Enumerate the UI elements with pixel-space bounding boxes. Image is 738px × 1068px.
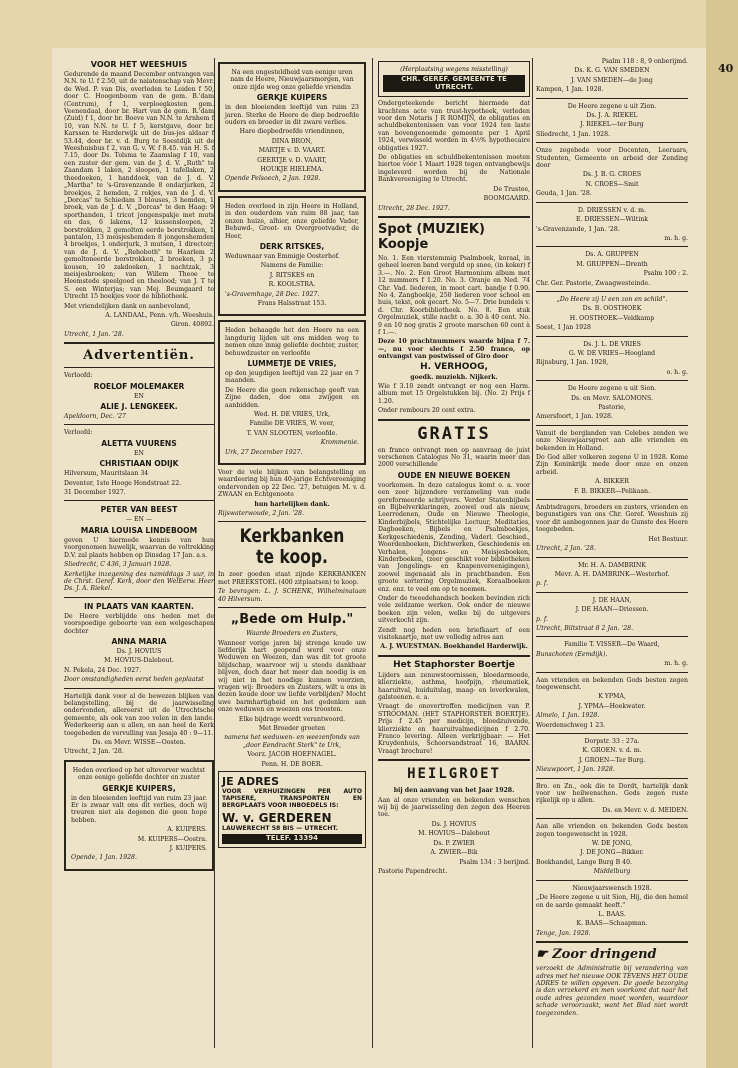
weeshuis-thanks: Met vriendelijken dank en aanbeveland,: [64, 302, 191, 310]
bede-text: Met Broeder groeten: [258, 724, 326, 732]
divider: [536, 557, 688, 558]
urgent-heading-text: Zoor dringend: [552, 947, 657, 963]
greeting-signature: Ds. K. G. VAN SMEDEN: [574, 67, 650, 75]
greeting-place: Chr. Ger. Pastorie, Zwaagwesteinde.: [536, 279, 651, 287]
birth-text: De Heere verblijdde ons heden met de voorspoedige geboorte van een welgeschapen dochter: [64, 612, 214, 635]
engagement-name: ALIE J. LENGKEEK.: [100, 402, 178, 412]
notice-text: De obligaties en schuldbekentenissen moeten hiertoe vóór 1 Maart 1928 tegen ontvangbewijs ingeleverd worden bij de Nationale Bankvereeniging te Utrecht.: [378, 154, 530, 184]
obituary-box: [218, 196, 366, 316]
greeting-place: Nieuwpoort, 1 Jan. 1928.: [536, 766, 615, 774]
divider: [378, 655, 530, 657]
divider: [218, 521, 366, 522]
greeting-address: Utrecht, Biltstraat 8 2 Jan. '28.: [536, 624, 634, 632]
divider: [64, 688, 214, 689]
obituary-address: Frans Halsstraat 153.: [257, 299, 327, 307]
bede-heading: „Bede om Hulp.": [230, 612, 354, 628]
divider: [536, 499, 688, 500]
obituary-text: De Heere die geen rekenschap geeft van Zijne daden, doe ons zwijgen en aanbidden.: [225, 386, 359, 409]
notice-signature: De Trustee,: [493, 185, 530, 193]
greeting-signature: L. BAAS.: [598, 910, 626, 918]
greeting-place: Almelo, 1 Jan. 1928.: [536, 712, 600, 720]
spot-firm-line: goedk. muziekh. Nijkerk.: [410, 373, 498, 381]
divider: [536, 880, 688, 881]
pointing-hand-icon: ☛: [536, 947, 548, 963]
greeting-signature: N. CROES—Smit: [585, 180, 639, 188]
divider: [536, 142, 688, 143]
obituary-lead: Namens de Familie:: [260, 262, 324, 270]
staphorster-text: Lijders aan zenuwstoornissen, bloedarmoede, klierziekte, asthma, hoofpijn, rheumatiek, haaruitval, huiduitslag, maag- en leverkwalen, galsteenen. e. a.: [378, 671, 530, 701]
thanks-signature: Ds. en Mevr. WISSE—Oosten.: [92, 739, 186, 746]
greeting-signature: J. GROEN—Ter Burg.: [578, 756, 646, 764]
obituary-text: Weduwnaar van Emmigje Oosterhof.: [225, 252, 340, 260]
birth-heading: IN PLAATS VAN KAARTEN.: [84, 601, 194, 611]
divider: [64, 424, 214, 425]
divider: [536, 246, 688, 247]
obituary-signature: MARTJE v. D. VAART.: [258, 147, 326, 155]
heilgroet-subheading: bij den aanvang van het Jaar 1928.: [393, 787, 515, 795]
engagement-en: EN: [134, 392, 144, 400]
greeting-place: Sliedrecht, 1 Jan. 1928.: [536, 130, 611, 138]
spot-text: Wie f 3.10 zendt ontvangt er nog een Harm. album met 15 Orgelstukken bij. (No. 2) Prijs f 1.20.: [378, 383, 530, 405]
greeting-signature: J. DE HAAN—Driessen.: [575, 606, 649, 614]
greeting-place: Amersfoort, 1 Jan. 1928.: [536, 413, 613, 421]
greeting-pf: p. f.: [536, 615, 548, 623]
greeting-signature: Pastorie,: [598, 404, 626, 411]
obituary-signature: J. RITSKES en: [269, 271, 315, 279]
greeting-signature: D. DRIESSEN v. d. m.: [578, 206, 646, 214]
divider: [536, 636, 688, 637]
column-rule: [214, 58, 215, 1048]
bede-signature: Voorz. JACOB HOEFNAGEL.: [247, 751, 337, 759]
greeting-signature: Mr. H. A. DAMBRINK: [578, 561, 646, 569]
birth-signature: M. HOVIUS-Dalebout.: [104, 657, 174, 665]
greeting-text: Bro. en Zn., ook die te Dordt, hartelijk dank voor uw heilwenschen. Gods zegen ruste rijkelijk op u allen.: [536, 782, 688, 805]
notice-heading: CHR. GEREF. GEMEENTE TE UTRECHT.: [383, 75, 525, 92]
notice-place: Utrecht, 28 Dec. 1927.: [378, 204, 450, 212]
greeting-pf: p. f.: [536, 580, 548, 588]
obituary-name: GERKJE KUIPERS: [256, 93, 328, 103]
birth-signature: Ds. J. HOVIUS: [116, 647, 162, 655]
spot-offer: Deze 10 prachtnummers waarde bijna f 7.—, nu voor slechts f 2.50 franco, op ontvangst van postwissel of Giro door: [378, 338, 530, 361]
obituary-signature: J. KUIPERS.: [169, 845, 207, 853]
obituary-signature: Wed. H. DE VRIES, Urk,: [253, 411, 331, 418]
greeting-place: Middelburg: [593, 868, 631, 876]
greeting-signature: H. OOSTHOEK—Veldkamp: [569, 314, 655, 322]
divider: [64, 597, 214, 598]
staphorster-heading: Het Staphorster Boertje: [393, 659, 515, 670]
heilgroet-signature: Ds. P. ZWIER: [433, 839, 475, 847]
kerkbanken-text: In zeer goeden staat zijnde KERKBANKEN met PREEKSTOEL (400 zitplaatsen) te koop.: [218, 571, 366, 586]
anniversary-place: Rijswaterwoude, 2 Jan. '28.: [218, 510, 304, 518]
birth-place: N. Pekela, 24 Dec. 1927.: [64, 666, 142, 674]
greeting-signature: Ds. en Mevr. v. d. MEIDEN.: [602, 806, 688, 814]
heilgroet-psalm: Psalm 134 : 3 berijmd.: [459, 858, 530, 866]
greeting-signature: K YPMA,: [598, 693, 626, 701]
anniversary-thanks: hun hartelijken dank.: [254, 500, 330, 508]
weeshuis-text: Gedurende de maand December ontvangen van N.N. te U. f 2.50, uit de nalatenschap van Mevr. de Wed. P. van Dis, overleden te Leiden f 50, door C. Hoogenboom van de gem. B.'dam (Centrum), f 1, verploegkosten gem. Veenendaal, door br. Hart van de gem. R.'dam (Zuid) f 1, door br. Boeve van N.N. te Arnhem f 10, van N.N. te U. f 5, kerstgave, door br. Karssen te Harderwijk uit de bus-jes aldaar f 53.44, door br. v. d. Burg te Soestdijk uit de Weeshuisbus f 2, van G. v. W. f 8.45. van H. S. f 7.15, door Ds. Tolsma te Zaamslag f 10, van een zuster der gem. van de J. d. V. „Ruth" te Zaandam 1 laken, 2 sloopen, 1 tafellaken, 2 theedoeken, 1 handdoek, van de J. d. V. „Martha" te 's-Gravenzande 8 ondarjurken, 2 broekjes, 2 hemden, 2 rokjes, van de J. d. V. „Dorcas" te Schiedam 3 blouses, 3 hemden, 1 broek, van de J. d. V. „Dorcas" te den Haag: 9 sporthanden, 1 tricot jongenspakje met muts en das, 6 lakens, 12 kussensloopen, 2 borstrokken, 2 gemolton eerde borstrokken, 1 pantalon, 13 meisjeshemden 8 jongenshemden 4 broekjes, 1 onderjurk, 3 mutsen, 1 directoir; van de J. d. V. „Rehoboth" te Haarlem 2 gemoltoneerde borstrokken, 2 broeken, 3 p. kousen, 10 zakdoeken, 1 nachtzak, 3 meisjesbroeken; van Willem Theoe te Heemstede speelgoed en theelood; van J. T te S. een Winterjas; van Mej. Beumgaard te Utrecht 15 boekjes voor de bibliotheek.: [64, 71, 214, 301]
greeting-signature: Ds. A. GRUPPEN: [585, 251, 639, 259]
greeting-signature: J. DE JONG—Bikker.: [580, 849, 644, 857]
heilgroet-text: Aan al onze vrienden en bekenden wenschen wij bij de jaarwisseling den zegen des Heeren toe.: [378, 796, 530, 819]
greeting-signature: Ds. en Mevr. SALOMONS.: [570, 394, 654, 402]
kerkbanken-heading: Kerkbanken te koop.: [239, 525, 345, 569]
staphorster-text: Vraagt de onovertroffen medicijnen van P. STROOMAN. (HET STAPHORSTER BOERTJE). Prijs f 2.45 per medicijn, bloedzuivende, klierziekte en haaruitvalmedicijnen f 2.70. Franco levering. Alleen verkrijgbaar: — Het Kruydenhuis, Schoorsandstraat 16, BAARN. Vraagt brochure!: [378, 703, 530, 755]
bede-signature: Penn. H. DE BOER.: [261, 760, 323, 768]
greeting-place: Rijnsburg, 1 Jan. 1928,: [536, 359, 609, 367]
obituary-text: Heden overleed in zijn Heere in Holland, in den ouderdom van ruim 88 jaar, tan onzen huize, alhier, onze geliefde Vader, Behuwd-, Groot- en Overgrootvader, de Heer,: [225, 202, 359, 240]
obituary-text: Heden behaagde het den Heere na een langdurig lijden uit ons midden weg te nemen onze innig geliefde dochter, zuster, behuwdzuster en verloofde: [225, 327, 359, 357]
greeting-place: Bunschoten (Eemdijk).: [536, 650, 608, 658]
column-rule: [532, 58, 533, 1048]
obituary-name: DERK RITSKES,: [259, 241, 325, 251]
bede-text: namens het weduwen- en weezenfonds van „door Eendracht Sterk" te Urk,: [224, 734, 360, 749]
thanks-text: Hartelijk dank voor al de bewezen blijken van belangstelling, bij de jaarwisseling ondervonden, allereerst uit de Utrechtsche gemeente, als ook van zoo velen in den lande. Wederkeerig aan u allen, en aan heel de Kerk toegebeden de vervulling van Jesaja 40 : 9—11.: [64, 692, 214, 737]
column-1: [64, 58, 214, 875]
greeting-signature: J. DE HAAN,: [592, 596, 632, 604]
notice-signature: BOOMGAARD.: [483, 195, 530, 203]
greeting-signature: Mevr. A. H. DAMBRINK—Westerhof.: [554, 570, 670, 578]
marriage-en: — EN —: [125, 516, 153, 524]
engagement-name: CHRISTIAAN ODIJK: [99, 459, 179, 469]
greeting-heading: Nieuwjaarswensch 1928.: [572, 884, 652, 892]
engagement-address: Deventer, 1ste Hooge Hondstraat 22.: [64, 479, 182, 487]
divider: [64, 342, 214, 344]
gratis-heading: GRATIS: [417, 423, 491, 444]
page-fragment-text: 40: [718, 62, 734, 75]
urgent-heading: [536, 947, 688, 962]
greeting-text: Aan alle vrienden en bekenden Gods besten zegen toegewenscht in 1928.: [536, 823, 688, 838]
weeshuis-place: Utrecht, 1 Jan. '28.: [64, 330, 124, 338]
greeting-signature: K. BAAS—Schaapman.: [576, 920, 648, 928]
birth-name: ANNA MARIA: [111, 636, 167, 646]
engagement-place: Apeldoorn, Dec. '27: [64, 413, 126, 421]
greeting-psalm: Psalm 100 : 2.: [643, 270, 688, 278]
obituary-signature: R. KOOLSTRA.: [268, 281, 316, 289]
divider: [536, 336, 688, 337]
divider: [378, 759, 530, 761]
greeting-text: Onze zegebede voor Docenten, Leeraars, Studenten, Gemeente en arbeid der Zending door: [536, 147, 688, 170]
gratis-address: A. J. WUESTMAN. Boekhandel Harderwijk.: [380, 643, 528, 651]
greeting-signature: W. DE JONG,: [591, 840, 633, 848]
gratis-text: voorkomen. In deze catalogus komt o. a. voor een zeer bijzondere verzameling van oude gereformeerde schrijvers. Verder Statenbijbels en Bijbelverklaringen, zoowel oud als nieuw, Leerredenen, Oude en Nieuwe Theologie, Kinderbijbels, Stichtelijke Lectuur, Meditaties, Dagboeken, Bijbels en Psalmboekjes, Kerkgeschiedenis, Zending, Vaderl. Geschied., Woordenboeken, Dichtwerken, Geschiedenis en Verhalen, Jongens- en Meisjesboeken, Kinderboeken, (zeer geschikt voor bibliotheken van Jongelings- en Knapenvereenigingen), zoowel ingenaaid als in prachtbanden. Een groote sortering Orgelmuziek, Koraalboeken enz. enz. te veel om op te noemen.: [378, 481, 530, 593]
heilgroet-signature: M. HOVIUS—Dalebout: [418, 830, 490, 838]
divider: [378, 216, 530, 218]
greeting-quote: „Do Heere zij U een zon en schild".: [556, 295, 668, 303]
obituary-signature: T. VAN SLOOTEN, verloofde.: [246, 429, 338, 437]
removal-address: LAUWERECHT 58 BIS — UTRECHT.: [222, 825, 339, 832]
marriage-address: Sliedrecht, C 436, 3 Januari 1928.: [64, 561, 172, 569]
heilgroet-heading: HEILGROET: [407, 766, 501, 783]
spot-text: No. 1. Een vierstemmig Psalmboek, koraal, in geheel leeren band verguld op snee, (in koker) f 3.—. No. 2. Een Groot Harmonium album met 12 nummers f 1.20. No. 3. Oranje en Ned. 74 Chr. Vad. liederen, in moot cart. bandje f 0.90. No 4. Zangboekje, 250 liederen voor school en huis, tekst, ook gecart. No. 5—7. Drie bundels v. d. Chr. Koorbibliotheek. No. 8. Een stuk Orgelmuziek, stille nacht o. a. 30 à 40 cent. No. 9 en 10 nog gratis 2 groote marschen 60 cent à f 1.—.: [378, 254, 530, 336]
bede-subheading: Waarde Broeders en Zusters,: [246, 630, 338, 638]
obituary-place: Opende Pelsoech, 2 Jan. 1928.: [225, 175, 321, 183]
divider: [536, 425, 688, 426]
column-2: [218, 58, 366, 851]
obituary-box: [218, 320, 366, 465]
greeting-place: 's-Gravenzande, 1 Jan. '28.: [536, 225, 620, 233]
divider: [536, 592, 688, 593]
greeting-signature: Het Bestuur.: [648, 535, 688, 543]
greeting-place: Utrecht, 2 Jan. '28.: [536, 545, 596, 553]
weeshuis-heading: VOOR HET WEESHUIS: [90, 60, 188, 69]
obituary-signature: GEERTJE v. D. VAART,: [257, 156, 327, 164]
removal-name: W. v. GERDEREN: [222, 811, 332, 825]
obituary-lead: Hare diepbedroefde vriendinnen,: [239, 128, 345, 136]
urgent-text: verzoekt de Administratie bij verandering van adres met het nieuwe OOK TEVENS HET OUDE ADRES te willen opgeven. De goede bezorging is dan verzekerd en men voorkomt dat naar het oude adres gezonden moet worden, waardoor schade veroorzaakt, want het Blad niet wordt toegezonden.: [536, 965, 688, 1017]
column-rule: [372, 58, 373, 1048]
gratis-text: Zendt nog heden een briefkaart of een visitekaartje, met uw volledig adres aan: [378, 626, 530, 641]
weeshuis-signature: A. LANDAAL, Penn. v/h. Weeshuis.: [105, 312, 214, 319]
greeting-hg: m. h. g.: [664, 660, 688, 668]
obituary-text: op den jeugdigen leeftijd van 22 jaar en 7 maanden.: [225, 369, 359, 385]
greeting-address: Boekhandel, Lange Burg B 40.: [536, 858, 633, 866]
greeting-hg: m. h. g.: [664, 234, 688, 242]
engagement-label: Verloofd:: [64, 429, 93, 437]
greeting-text: Do God aller volkeren zegene U in 1928. Kome Zijn Koninkrijk mede door onze en onzen arbeid.: [536, 454, 688, 476]
obituary-signature: M. KUIPERS—Oostra.: [137, 835, 207, 843]
obituary-text: in den bloeienden leeftijd van ruim 23 jaar. Er is zwaar valt ons dit verlies, doch wij treuren niet als degenen die geen hope hebben.: [71, 794, 207, 824]
advertenties-heading: Advertentiën.: [83, 348, 195, 364]
greeting-place: Soest, 1 Jan 1928: [536, 324, 591, 332]
obituary-text: Heden overleed op het ultevorver wachtst onze eenige geliefde dochter en zuster: [72, 766, 206, 782]
greeting-text: „De Heere zegene u uit Sion, Hij, die den hemel en de aarde gemaakt heeft.": [536, 894, 688, 909]
kerkbanken-address: Te bevragen: L. J. SCHENK, Wilhelminalaan 40 Hilversum.: [218, 588, 366, 603]
greeting-signature: Familie T. VISSER—De Waard,: [564, 641, 660, 649]
greeting-place: Kampen, 1 Jan. 1928.: [536, 86, 604, 94]
marriage-text: geven U hiermede kennis van hun voorgenomen huwelijk, waarvan de voltrekking D.V. zal plaats hebben op Dinsdag 17 Jan. a.s.: [64, 536, 214, 559]
obituary-name: GERKJE KUIPERS,: [102, 783, 176, 793]
heilgroet-place: Pastorie Papendrecht.: [378, 867, 448, 875]
obituary-signature: DINA BRON,: [271, 137, 313, 145]
heilgroet-signature: Ds. J. HOVIUS: [431, 820, 477, 828]
obituary-text: in den bloeienden leeftijd van ruim 23 jaren. Sterke de Heere de diep bedroefde ouders en broeder in dit zware verlies.: [225, 104, 359, 127]
marriage-name: MARIA LOUISA LINDEBOOM: [80, 525, 198, 535]
marriage-note: Kerkelijke inzegening des namiddags 3 uur, in de Chrst. Geref. Kerk, door den WelEerw. Heer Ds. J. A. Riekel.: [64, 570, 214, 593]
divider: [64, 367, 214, 368]
thanks-place: Utrecht, 2 Jan. '28.: [64, 748, 124, 756]
removal-text: VOOR VERHUIZINGEN PER AUTO TAPISERE, TRANSPORTEN EN BERGPLAATS VOOR INBOEDELS IS:: [222, 788, 362, 809]
obituary-place: Opende, 1 Jan. 1928.: [71, 854, 137, 862]
column-4: [536, 58, 688, 1019]
greeting-signature: M. GRUPPEN—Drenth: [576, 260, 648, 268]
divider: [536, 98, 688, 99]
spot-heading: Spot (MUZIEK) Koopje: [378, 221, 485, 252]
greeting-text: Vanuit de berglanden van Celebes zenden we onze Nieuwjaarsgroet aan alle vrienden en bekenden in Holland.: [536, 429, 688, 452]
marriage-name: PETER VAN BEEST: [100, 505, 178, 515]
greeting-text: Ambtsdragers, broeders en zusters, vrienden en begunstigers van ons Chr. Geref. Weeshuis zij voor dit aanbegonnen jaar de Gunste des Heere toegebeden.: [536, 504, 688, 534]
greeting-signature: J. RIEKEL—ter Burg: [580, 121, 644, 129]
greeting-signature: Ds. J. A. RIEKEL: [586, 112, 638, 120]
divider: [218, 607, 366, 608]
divider: [536, 380, 688, 381]
divider: [536, 202, 688, 203]
removal-telephone: TELEF. 13394: [222, 834, 362, 843]
spot-text: Onder rembours 20 cent extra.: [378, 407, 476, 415]
greeting-address: Woerdenschweg 1 23.: [536, 721, 606, 729]
greeting-text: De Heere zegene u uit Sion.: [567, 385, 657, 393]
greeting-text: Aan vrienden en bekenden Gods besten zegen toegewenscht.: [536, 676, 688, 691]
divider: [536, 818, 688, 819]
greeting-signature: Ds. J. L. DE VRIES: [583, 340, 641, 348]
gratis-text: Onder de tweedehandsch boeken bevinden zich vele zeldzame werken. Ook onder de nieuwe boeken zijn velen, welke bij de uitgevers uitverkocht zijn.: [378, 594, 530, 625]
divider: [536, 778, 688, 779]
greeting-address: Dorpstr. 33 : 27a.: [584, 738, 640, 745]
engagement-name: ROELOF MOLEMAKER: [93, 381, 185, 391]
greeting-signature: Ds. J. B. G. CROES: [582, 171, 642, 179]
heilgroet-signature: A. ZWIER—Bik: [430, 849, 478, 857]
bede-text: Wanneer vorige jaren bij strenge koude uw liefderijk hart geopend werd voor onze Weduwen en Weezen, dan was dit tot groote blijdschap, waarvoor wij u steeds dankbaar blijven, doch daar het meer dan noodig is en wij niet in het noodige kunnen voorzien, vragen wij: Broeders en Zusters, wilt u ons in dezen koude door uw liefde verblijden? Mocht uwe barmhartigheid en het gedenken aan onze weduwen en weezen ons troosten.: [218, 639, 366, 714]
greeting-text: De Heere zegene u uit Zion.: [567, 102, 657, 110]
obituary-signature: Krommenie.: [320, 439, 359, 447]
greeting-psalm: Psalm 118 : 8, 9 onberijmd.: [601, 58, 688, 65]
obituary-signature: HOUKJE HIELEMA.: [260, 166, 324, 174]
greeting-place: Gouda, 1 Jan. '28.: [536, 190, 592, 198]
adjacent-page-edge: [706, 0, 738, 1068]
engagement-address: Hilversum, Mauritslaan 34: [64, 470, 149, 478]
greeting-signature: J. YPMA—Hoekwater.: [578, 702, 646, 710]
spot-firm: H. VERHOOG,: [420, 361, 488, 372]
engagement-date: 31 December 1927.: [64, 489, 126, 497]
column-3: [378, 58, 530, 877]
weeshuis-giro: Giron. 40892.: [170, 321, 214, 329]
obituary-signature: A. KUIPERS.: [167, 826, 207, 834]
gratis-text: en franco ontvangt men op aanvraag de juist verschenen Catalogus No 31, waarin meer dan 2000 verschillende: [378, 446, 530, 469]
birth-note: Door omstandigheden eerst heden geplaatst: [64, 676, 204, 684]
greeting-signature: G. W. DE VRIES—Hoogland: [568, 349, 656, 357]
obituary-name: LUMMETJE DE VRIES,: [247, 358, 337, 368]
obituary-box: [64, 760, 214, 871]
anniversary-text: Voor de vele blijken van belangstelling en waardeering bij hun 40-jarige Echtvereeniging ondervonden op 22 Dec. '27, betuigen M. v. d. ZWAAN en Echtgenoote: [218, 469, 366, 499]
obituary-text: Na een ongesteldheid van eenige uren nam de Heere, Nieuwjaarsmorgen, van onze zijde weg onze geliefde vriendin: [230, 69, 354, 91]
engagement-name: ALETTA VUURENS: [101, 438, 177, 448]
removal-heading: JE ADRES: [222, 775, 279, 788]
greeting-hg: o. h. g.: [666, 368, 688, 376]
removal-ad: [218, 771, 366, 848]
greeting-signature: J. VAN SMEDEN—de Jong: [571, 76, 653, 84]
greeting-signature: F. B. BIKKER—Pelikaan.: [574, 487, 650, 495]
notice-subheading: (Herplaatsing wegens misstelling): [400, 66, 508, 73]
notice-text: Ondergeteekende bericht hiermede dat krachtens acte van trust-hypotheek, verleden voor den Notaris J R ROMIJN, de obligaties en schuldbekentenissen van voor 1924 ten laste van bovengenoemde gemeente per 1 April 1924, verwisseld worden in 4½% hypothecaire obligaties 1927.: [378, 100, 530, 152]
greeting-signature: K. GROEN. v. d. m.: [582, 747, 642, 755]
greeting-signature: E. DRIESSEN—Wiltink: [576, 216, 648, 224]
obituary-place: 's-Gravemhage, 28 Dec. 1927.: [225, 290, 320, 298]
divider: [536, 733, 688, 734]
divider: [536, 941, 688, 943]
bede-text: Elke bijdrage wordt verantwoord.: [238, 715, 346, 723]
engagement-label: Verloofd:: [64, 372, 93, 380]
obituary-box: [218, 62, 366, 192]
notice-box: [378, 61, 530, 97]
divider: [536, 291, 688, 292]
greeting-place: Tenge, Jan. 1928.: [536, 929, 591, 937]
divider: [64, 500, 214, 501]
greeting-signature: A. BIKKER: [595, 478, 629, 486]
gratis-subheading: OUDE EN NIEUWE BOEKEN: [397, 470, 511, 480]
obituary-place: Urk, 27 December 1927.: [225, 448, 303, 456]
greeting-signature: Ds. B. OOSTHOEK: [582, 305, 642, 313]
divider: [536, 672, 688, 673]
obituary-signature: Familie DE VRIES, W. veer,: [249, 420, 335, 428]
engagement-en: EN: [134, 449, 144, 457]
divider: [378, 419, 530, 421]
